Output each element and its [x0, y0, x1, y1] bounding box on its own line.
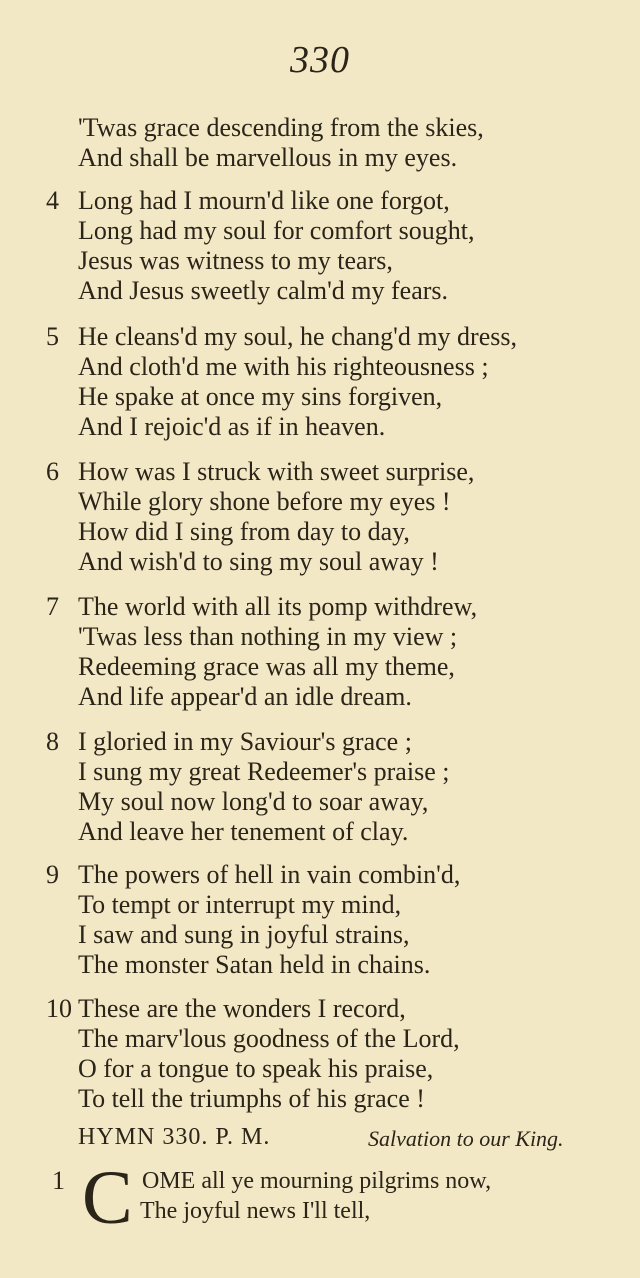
verse-line: Long had I mourn'd like one forgot,	[78, 186, 450, 215]
verse-line: The joyful news I'll tell,	[140, 1198, 371, 1224]
verse-line: I sung my great Redeemer's praise ;	[78, 757, 450, 786]
verse-line: My soul now long'd to soar away,	[78, 787, 429, 816]
verse-number: 4	[46, 186, 59, 215]
verse-line: And life appear'd an idle dream.	[78, 682, 412, 711]
verse-number: 6	[46, 457, 59, 486]
verse-line: The monster Satan held in chains.	[78, 950, 431, 979]
verse-line: I saw and sung in joyful strains,	[78, 920, 410, 949]
verse-line: And leave her tenement of clay.	[78, 817, 409, 846]
drop-cap: C	[82, 1156, 133, 1240]
verse-line: He spake at once my sins forgiven,	[78, 382, 443, 411]
verse-line: The marv'lous goodness of the Lord,	[78, 1024, 460, 1053]
verse-line: The world with all its pomp withdrew,	[78, 592, 478, 621]
verse-number: 8	[46, 727, 59, 756]
verse-line: 'Twas less than nothing in my view ;	[78, 622, 458, 651]
verse-number: 9	[46, 860, 59, 889]
verse-line: And Jesus sweetly calm'd my fears.	[78, 276, 449, 305]
verse-line: Jesus was witness to my tears,	[78, 246, 393, 275]
hymn-title: HYMN 330. P. M.	[78, 1124, 271, 1150]
verse-number: 10	[46, 994, 72, 1023]
verse-line: I gloried in my Saviour's grace ;	[78, 727, 412, 756]
verse-line: And wish'd to sing my soul away !	[78, 547, 439, 576]
verse-line: To tell the triumphs of his grace !	[78, 1084, 425, 1113]
hymn-subtitle: Salvation to our King.	[368, 1126, 564, 1151]
verse-line: How was I struck with sweet surprise,	[78, 457, 475, 486]
verse-line: He cleans'd my soul, he chang'd my dress,	[78, 322, 517, 351]
verse-line: To tempt or interrupt my mind,	[78, 890, 402, 919]
page-number: 330	[290, 39, 350, 81]
verse-line: O for a tongue to speak his praise,	[78, 1054, 434, 1083]
verse-line: The powers of hell in vain combin'd,	[78, 860, 461, 889]
verse-line: Long had my soul for comfort sought,	[78, 216, 475, 245]
verse-number: 1	[52, 1166, 65, 1195]
verse-line: And shall be marvellous in my eyes.	[78, 143, 458, 172]
verse-line: And I rejoic'd as if in heaven.	[78, 412, 386, 441]
verse-line: Redeeming grace was all my theme,	[78, 652, 455, 681]
verse-line: How did I sing from day to day,	[78, 517, 410, 546]
verse-number: 7	[46, 592, 59, 621]
verse-line: These are the wonders I record,	[78, 994, 406, 1023]
verse-line: OME all ye mourning pilgrims now,	[142, 1168, 492, 1194]
verse-number: 5	[46, 322, 59, 351]
verse-line: And cloth'd me with his righteousness ;	[78, 352, 489, 381]
verse-line: 'Twas grace descending from the skies,	[78, 113, 484, 142]
verse-line: While glory shone before my eyes !	[78, 487, 451, 516]
